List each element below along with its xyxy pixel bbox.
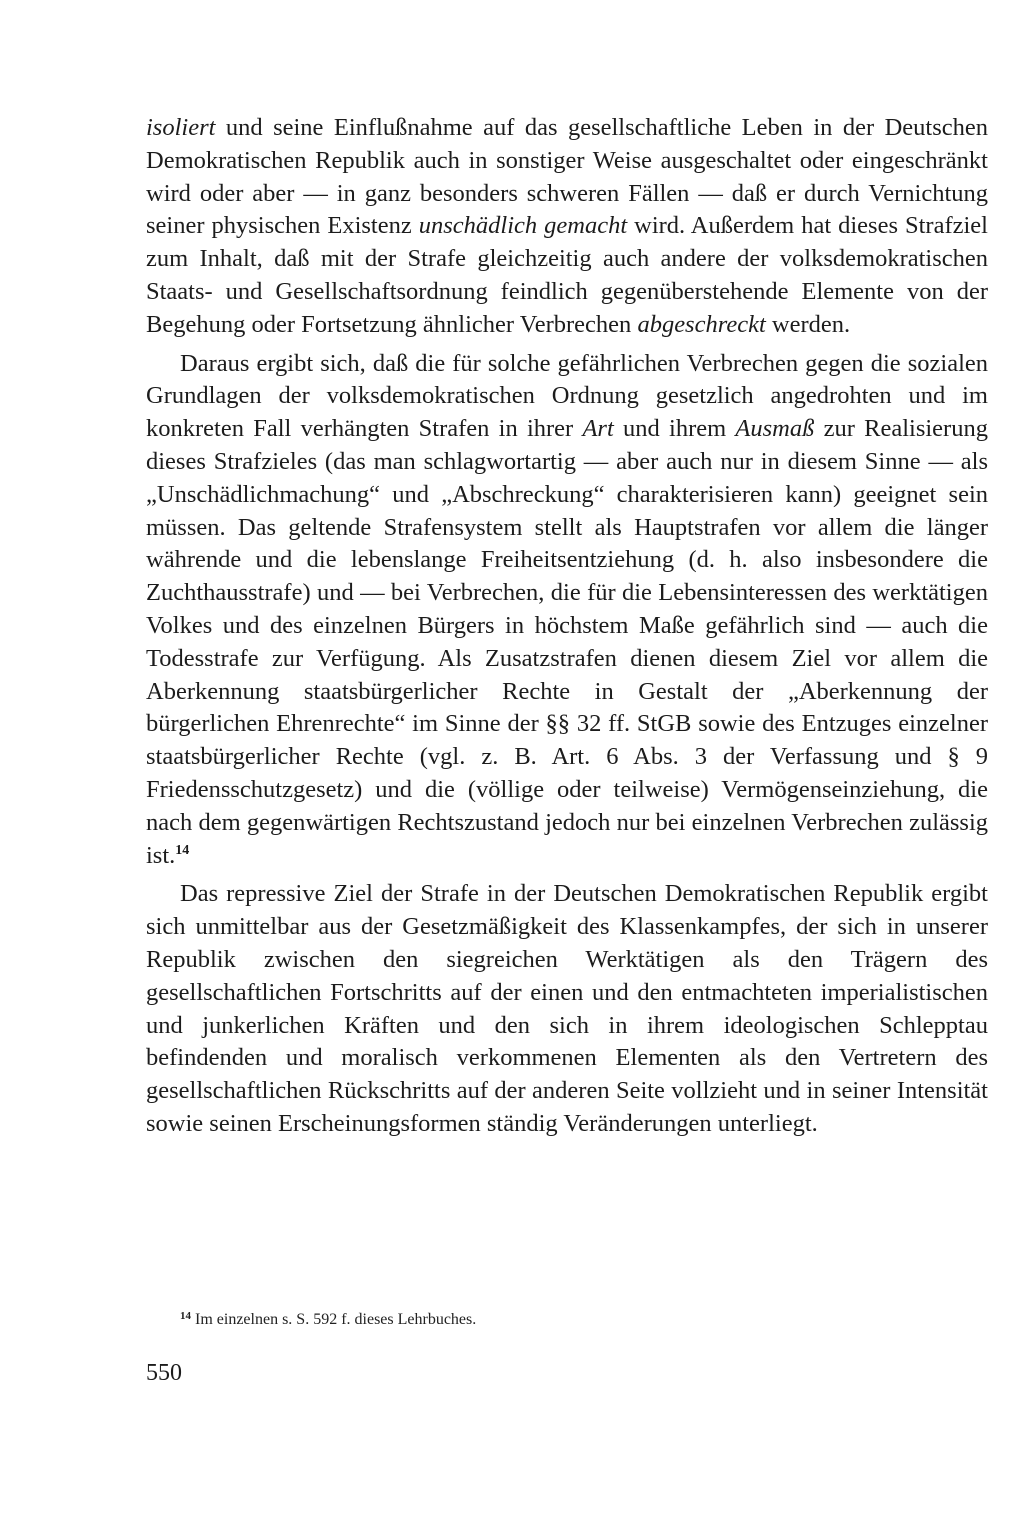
footnote-text: Im einzelnen s. S. 592 f. dieses Lehrbuches. bbox=[191, 1311, 477, 1328]
footnote-marker: 14 bbox=[180, 1310, 191, 1322]
page-body bbox=[146, 112, 988, 1141]
emphasis-text: isoliert bbox=[146, 114, 216, 141]
text-run: wird. Außerdem hat dieses Strafziel zum Inhalt, daß mit der Strafe gleichzeitig auch andere der volksdemokratischen Staats- und Gesellschaftsordnung feindlich gegenüberstehende Elemente von der Begehung oder Fortsetzung ähnlicher Verbrechen bbox=[146, 212, 988, 338]
text-run: zur Realisierung dieses Strafzieles (das man schlagwortartig — aber auch nur in diesem Sinne — als „Unschädlichmachung“ und „Abschreckung“ charakterisieren kann) geeignet sein müssen. Das geltende Strafensystem stellt als Hauptstrafen vor allem die länger währende und die lebenslange Freiheitsentziehung (d. h. also insbesondere die Zuchthausstrafe) und — bei Verbrechen, die für die Lebensinteressen des werktätigen Volkes und des einzelnen Bürgers in höchstem Maße gefährlich sind — auch die Todesstrafe zur Verfügung. Als Zusatzstrafen dienen diesem Ziel vor allem die Aberkennung staatsbürgerlicher Rechte in Gestalt der „Aberkennung der bürgerlichen Ehrenrechte“ im Sinne der §§ 32 ff. StGB sowie des Entzuges einzelner staatsbürgerlicher Rechte (vgl. z. B. Art. 6 Abs. 3 der Verfassung und § 9 Friedensschutzgesetz) und die (völlige oder teilweise) Vermögenseinziehung, die nach dem gegenwärtigen Rechtszustand jedoch nur bei einzelnen Verbrechen zulässig ist. bbox=[146, 415, 988, 869]
emphasis-text: Ausmaß bbox=[735, 415, 815, 443]
page-number: 550 bbox=[146, 1360, 182, 1386]
footnote-14 bbox=[180, 1310, 476, 1330]
text-run: und ihrem bbox=[613, 415, 736, 443]
paragraph-2 bbox=[146, 348, 988, 873]
paragraph-3 bbox=[146, 878, 988, 1140]
paragraph-1 bbox=[146, 112, 988, 342]
text-run: Das repressive Ziel der Strafe in der Deutschen Demokratischen Republik ergibt sich unmittelbar aus der Gesetzmäßigkeit des Klassenkampfes, der sich in unserer Republik zwischen den siegreichen Werktätigen als den Trägern des gesellschaftlichen Fortschritts auf der einen und den entmachteten imperialistischen und junkerlichen Kräften und den sich in ihrem ideologischen Schlepptau befindenden und moralisch verkommenen Elementen als den Vertretern des gesellschaftlichen Rückschritts auf der anderen Seite vollzieht und in seiner Intensität sowie seinen Erscheinungsformen ständig Veränderungen unterliegt. bbox=[146, 880, 988, 1137]
text-run: Daraus ergibt sich, daß die für solche gefährlichen Verbrechen gegen die sozialen Grundlagen der volksdemokratischen Ordnung gesetzlich angedrohten und im konkreten Fall verhängten Strafen in ihrer bbox=[146, 349, 988, 443]
emphasis-text: unschädlich gemacht bbox=[418, 212, 628, 240]
emphasis-text: abgeschreckt bbox=[637, 310, 766, 338]
text-run: und seine Einflußnahme auf das gesellschaftliche Leben in der Deutschen Demokratischen Republik auch in sonstiger Weise ausgeschaltet oder eingeschränkt wird oder aber — in ganz besonders schweren Fällen — daß er durch Vernichtung seiner physischen Existenz bbox=[146, 114, 988, 240]
text-run: werden. bbox=[765, 310, 851, 338]
footnote-reference: 14 bbox=[175, 842, 190, 858]
emphasis-text: Art bbox=[582, 415, 614, 443]
